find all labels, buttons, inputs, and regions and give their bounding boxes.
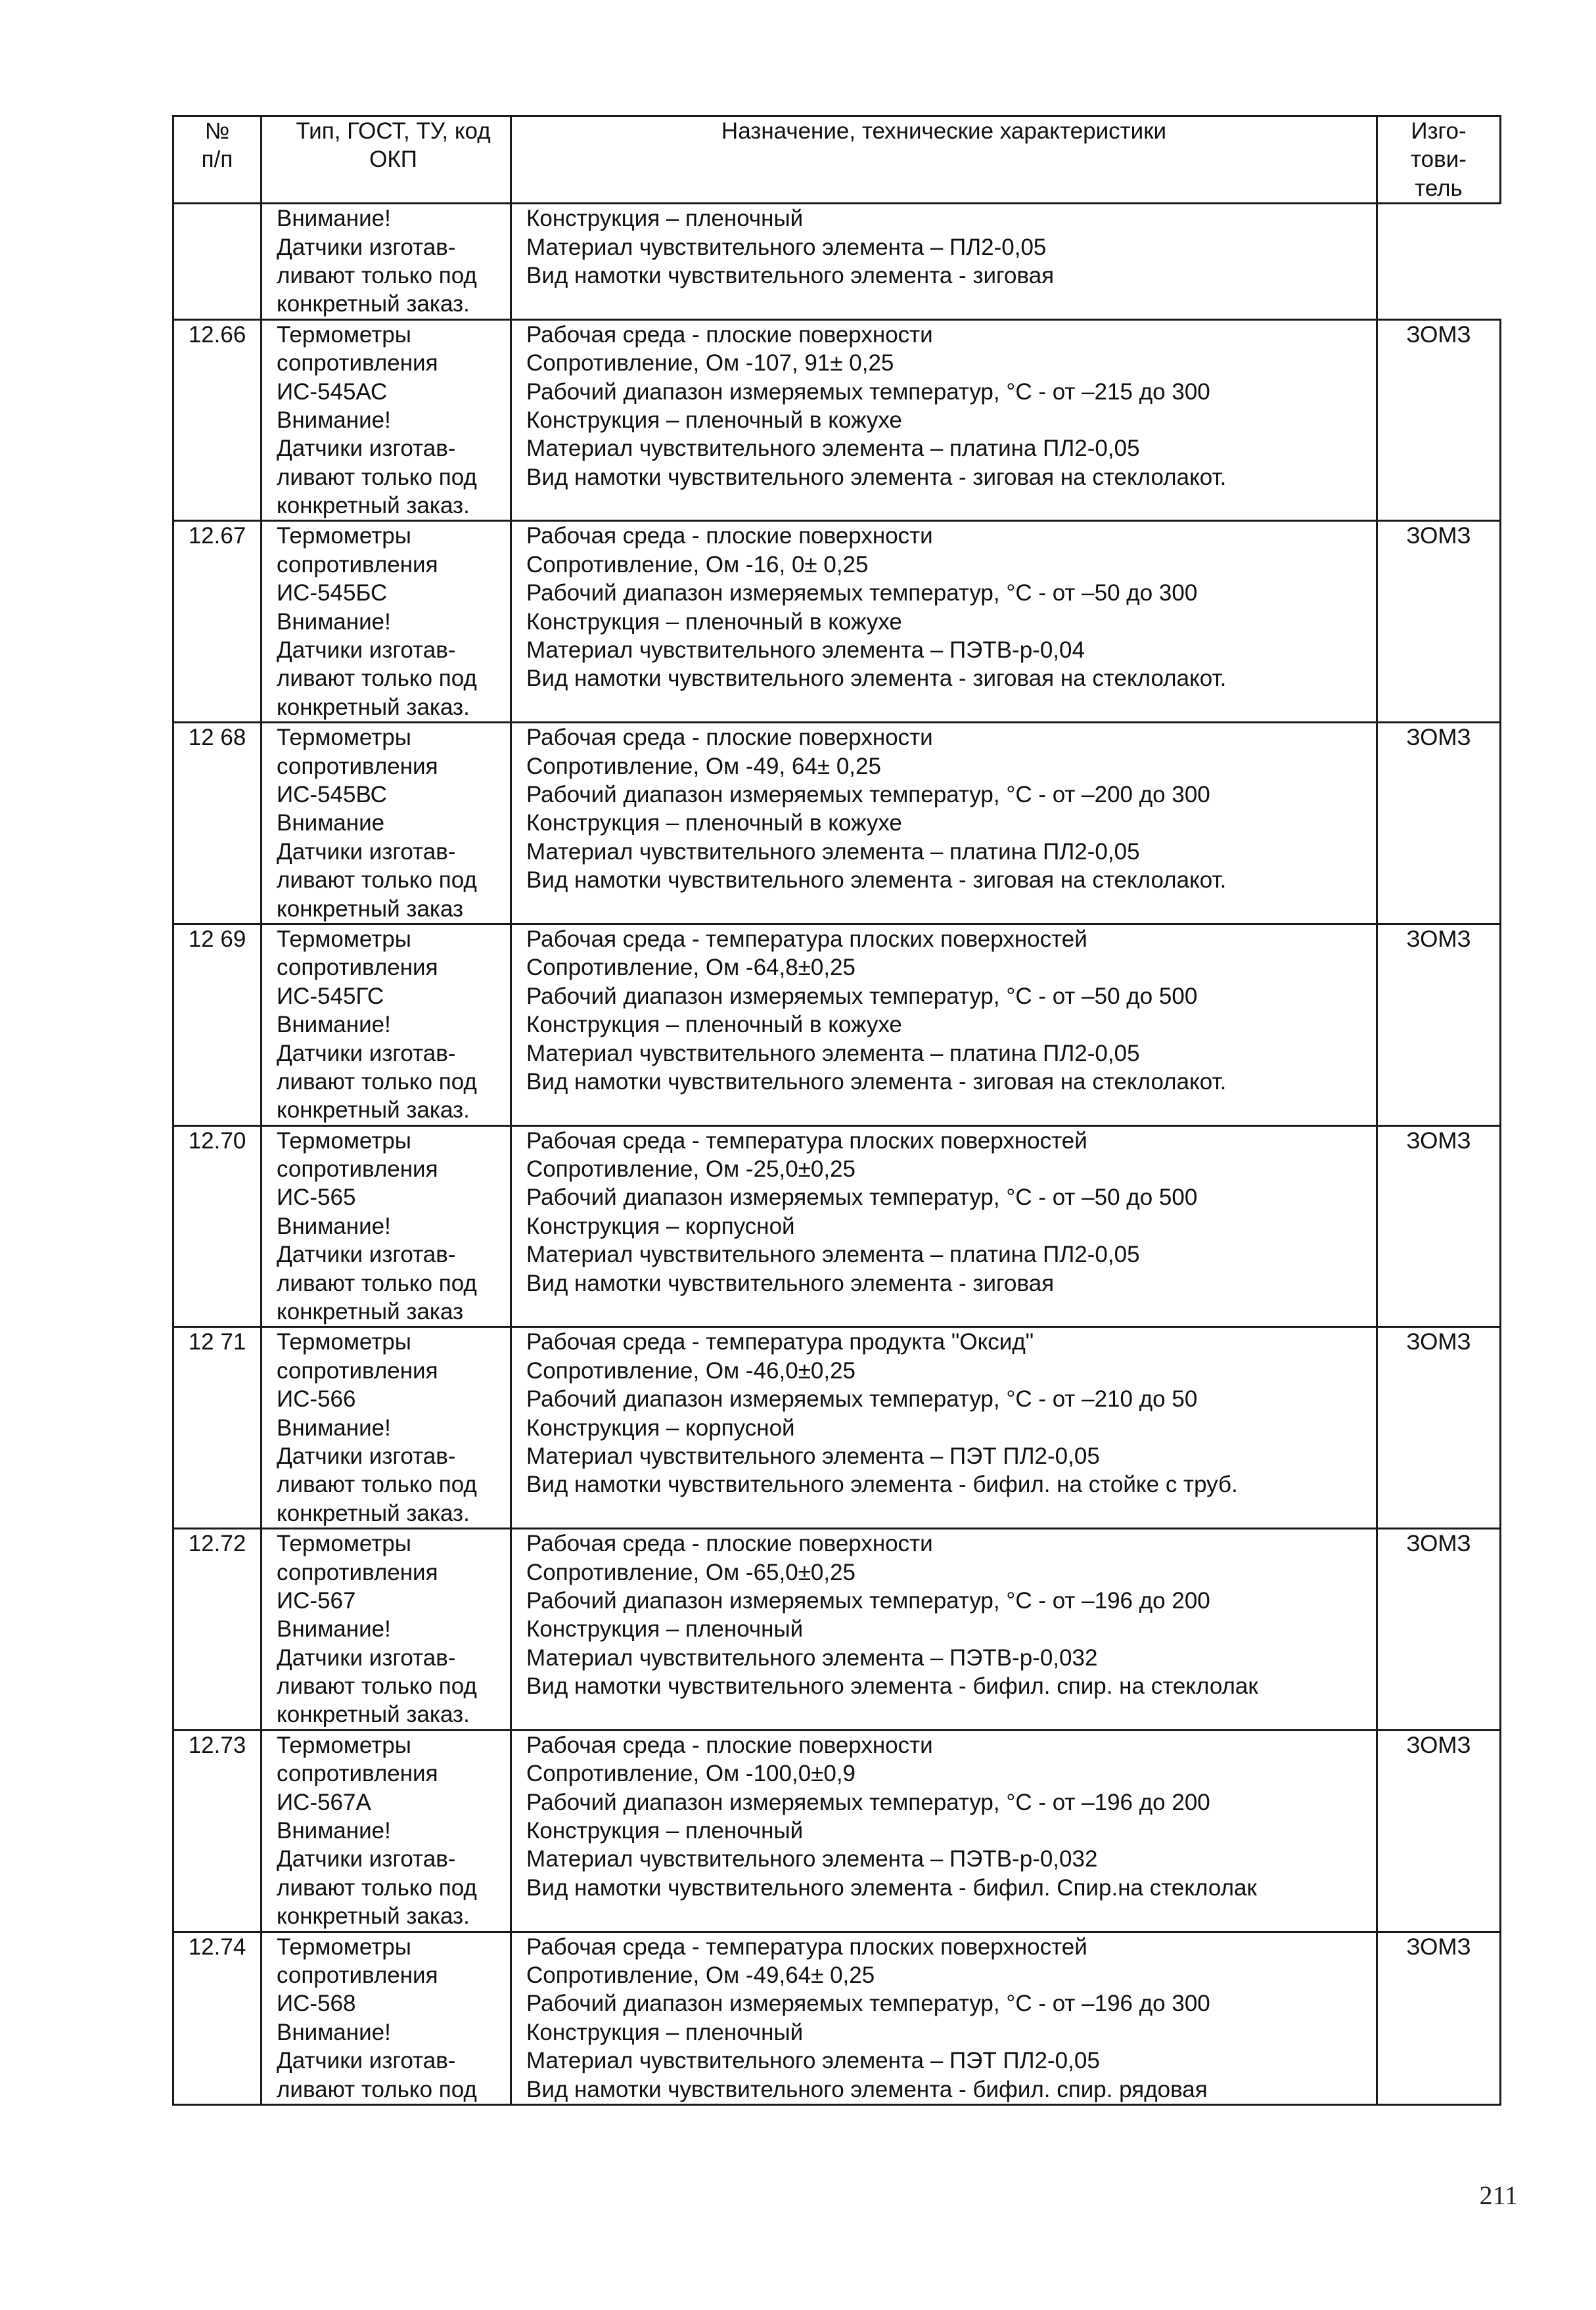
row-type-line: Внимание!: [277, 1818, 391, 1844]
row-description-line: Материал чувствительного элемента – платина ПЛ2-0,05: [526, 838, 1140, 865]
row-description-line: Конструкция – корпусной: [526, 1415, 795, 1441]
row-type-line: сопротивления: [277, 1761, 438, 1787]
row-description-line: Вид намотки чувствительного элемента - зиговая на стеклолакот.: [526, 867, 1227, 894]
row-manufacturer: [1377, 723, 1501, 924]
header-mfr-line: тови-: [1411, 147, 1467, 173]
header-mfr-line: тель: [1415, 175, 1463, 201]
row-description-line: Сопротивление, Ом -49,64± 0,25: [526, 1962, 875, 1988]
row-description-line: Сопротивление, Ом -64,8±0,25: [526, 955, 856, 981]
row-description: [511, 521, 1377, 723]
row-manufacturer: [1377, 1125, 1501, 1327]
header-row: [173, 116, 1501, 204]
continuation-type-line: конкретный заказ.: [277, 291, 470, 317]
row-description-line: Рабочая среда - плоские поверхности: [526, 1531, 933, 1557]
row-description-line: Вид намотки чувствительного элемента - зиговая на стеклолакот.: [526, 666, 1227, 692]
row-type-line: ливают только под: [277, 1472, 477, 1498]
row-type: [262, 1529, 511, 1731]
row-type-line: сопротивления: [277, 753, 438, 779]
row-description-line: Материал чувствительного элемента – платина ПЛ2-0,05: [526, 436, 1140, 462]
row-description-line: Вид намотки чувствительного элемента - бифил. на стойке с труб.: [526, 1472, 1238, 1498]
row-type-line: конкретный заказ.: [277, 1097, 470, 1123]
continuation-desc: [511, 204, 1377, 320]
row-type-line: Внимание!: [277, 1213, 391, 1239]
row-type: [262, 521, 511, 723]
row-type-line: ИС-567: [277, 1587, 356, 1614]
row-type-line: Термометры: [277, 1127, 411, 1154]
row-number-text: 12.67: [188, 523, 246, 549]
row-type-line: Внимание!: [277, 407, 391, 433]
row-description-line: Рабочий диапазон измеряемых температур, °С - от –200 до 300: [526, 781, 1210, 807]
row-description: [511, 924, 1377, 1125]
row-type-line: Внимание!: [277, 1616, 391, 1642]
row-type-line: Внимание!: [277, 2019, 391, 2045]
row-description-line: Сопротивление, Ом -107, 91± 0,25: [526, 350, 894, 376]
row-number-text: 12.72: [188, 1531, 246, 1557]
row-type-line: сопротивления: [277, 1962, 438, 1988]
row-description: [511, 1932, 1377, 2104]
row-description: [511, 1125, 1377, 1327]
row-number: [173, 1932, 262, 2104]
page-number: 211: [1479, 2181, 1518, 2210]
row-description-line: Рабочий диапазон измеряемых температур, °С - от –215 до 300: [526, 378, 1210, 405]
row-manufacturer-text: ЗОМЗ: [1406, 1329, 1471, 1355]
row-number-text: 12.70: [188, 1127, 246, 1154]
row-type-line: Датчики изготав-: [277, 637, 456, 664]
row-type-line: Термометры: [277, 1531, 411, 1557]
row-number: [173, 1125, 262, 1327]
row-manufacturer-text: ЗОМЗ: [1406, 926, 1471, 952]
row-number: [173, 1529, 262, 1731]
header-mfr-line: Изго-: [1411, 118, 1467, 144]
table-row: [173, 1125, 1501, 1327]
row-description-line: Материал чувствительного элемента – ПЭТ ПЛ2-0,05: [526, 1443, 1100, 1469]
row-description-line: Конструкция – пленочный: [526, 1616, 804, 1642]
continuation-desc-line: Материал чувствительного элемента – ПЛ2-0,05: [526, 234, 1047, 260]
table-row: [173, 1730, 1501, 1932]
row-description-line: Рабочая среда - плоские поверхности: [526, 523, 933, 549]
row-type-line: Датчики изготав-: [277, 1443, 456, 1469]
row-description-line: Сопротивление, Ом -100,0±0,9: [526, 1761, 856, 1787]
row-type-line: конкретный заказ: [277, 1299, 464, 1325]
row-description: [511, 319, 1377, 521]
row-description-line: Рабочая среда - плоские поверхности: [526, 321, 933, 348]
row-description-line: Конструкция – пленочный в кожухе: [526, 810, 902, 836]
row-number: [173, 319, 262, 521]
row-type-line: Термометры: [277, 321, 411, 348]
row-description-line: Сопротивление, Ом -65,0±0,25: [526, 1559, 856, 1585]
row-description-line: Вид намотки чувствительного элемента - бифил. спир. на стеклолак: [526, 1673, 1258, 1700]
row-manufacturer-text: ЗОМЗ: [1406, 725, 1471, 751]
row-description-line: Рабочая среда - плоские поверхности: [526, 1732, 933, 1758]
header-desc: [511, 116, 1377, 204]
row-manufacturer: [1377, 1529, 1501, 1731]
table-row: [173, 723, 1501, 924]
row-description-line: Вид намотки чувствительного элемента - зиговая на стеклолакот.: [526, 1068, 1227, 1095]
header-desc-line: Назначение, технические характеристики: [721, 118, 1167, 144]
continuation-type-line: ливают только под: [277, 262, 477, 288]
row-description-line: Вид намотки чувствительного элемента - бифил. спир. рядовая: [526, 2076, 1208, 2102]
row-manufacturer: [1377, 521, 1501, 723]
row-number: [173, 1327, 262, 1529]
header-type: [262, 116, 511, 204]
header-type-line: Тип, ГОСТ, ТУ, код: [296, 118, 491, 144]
row-description-line: Вид намотки чувствительного элемента - зиговая: [526, 1270, 1055, 1296]
row-type-line: Внимание!: [277, 608, 391, 635]
header-mfr: [1377, 116, 1501, 204]
row-type-line: сопротивления: [277, 551, 438, 578]
row-type: [262, 1125, 511, 1327]
table-row: [173, 1932, 1501, 2104]
row-type-line: конкретный заказ.: [277, 694, 470, 720]
row-type-line: конкретный заказ.: [277, 493, 470, 519]
row-number-text: 12.66: [188, 321, 246, 348]
row-description-line: Конструкция – пленочный в кожухе: [526, 1012, 902, 1038]
row-type-line: ИС-545БС: [277, 580, 388, 606]
row-manufacturer: [1377, 1327, 1501, 1529]
row-description-line: Рабочий диапазон измеряемых температур, °С - от –210 до 50: [526, 1386, 1198, 1413]
row-type-line: конкретный заказ: [277, 895, 464, 922]
row-manufacturer-text: ЗОМЗ: [1406, 1732, 1471, 1758]
continuation-desc-line: Вид намотки чувствительного элемента - зиговая: [526, 262, 1055, 288]
row-type-line: сопротивления: [277, 1357, 438, 1384]
row-description-line: Рабочий диапазон измеряемых температур, °С - от –196 до 200: [526, 1587, 1210, 1614]
row-number-text: 12 69: [188, 926, 246, 952]
row-number-text: 12.73: [188, 1732, 246, 1758]
row-number-text: 12 71: [188, 1329, 246, 1355]
row-type-line: Датчики изготав-: [277, 436, 456, 462]
row-type-line: Датчики изготав-: [277, 1040, 456, 1066]
row-manufacturer-text: ЗОМЗ: [1406, 1531, 1471, 1557]
row-type-line: ИС-566: [277, 1386, 356, 1413]
row-type-line: Термометры: [277, 1732, 411, 1758]
row-type: [262, 1327, 511, 1529]
row-type-line: сопротивления: [277, 1156, 438, 1183]
row-manufacturer: [1377, 1932, 1501, 2104]
row-description: [511, 1327, 1377, 1529]
table-row: [173, 1327, 1501, 1529]
row-type-line: ливают только под: [277, 867, 477, 894]
row-description-line: Вид намотки чувствительного элемента - зиговая на стеклолакот.: [526, 464, 1227, 490]
continuation-row: [173, 204, 1501, 320]
row-manufacturer-text: ЗОМЗ: [1406, 321, 1471, 348]
row-description-line: Сопротивление, Ом -25,0±0,25: [526, 1156, 856, 1183]
row-type-line: ИС-568: [277, 1991, 356, 2017]
row-manufacturer-text: ЗОМЗ: [1406, 523, 1471, 549]
row-type-line: Внимание: [277, 810, 385, 836]
row-type-line: ИС-545ВС: [277, 781, 387, 807]
row-type-line: сопротивления: [277, 350, 438, 376]
row-description-line: Рабочая среда - температура плоских поверхностей: [526, 1934, 1087, 1960]
row-description-line: Сопротивление, Ом -49, 64± 0,25: [526, 753, 881, 779]
row-description-line: Рабочая среда - температура продукта "Оксид": [526, 1329, 1034, 1355]
row-type-line: Термометры: [277, 523, 411, 549]
row-description-line: Материал чувствительного элемента – ПЭТВ-р-0,032: [526, 1644, 1098, 1671]
continuation-type: [262, 204, 511, 320]
row-type-line: конкретный заказ.: [277, 1500, 470, 1526]
row-number: [173, 924, 262, 1125]
row-type-line: ливают только под: [277, 464, 477, 490]
table-row: [173, 521, 1501, 723]
row-type-line: ливают только под: [277, 666, 477, 692]
row-type-line: Датчики изготав-: [277, 1242, 456, 1268]
row-manufacturer: [1377, 319, 1501, 521]
row-type-line: конкретный заказ.: [277, 1903, 470, 1930]
row-type-line: ИС-567А: [277, 1789, 371, 1815]
table-row: [173, 1529, 1501, 1731]
row-type: [262, 924, 511, 1125]
row-description-line: Рабочий диапазон измеряемых температур, °С - от –50 до 500: [526, 1185, 1198, 1211]
row-description-line: Рабочая среда - плоские поверхности: [526, 725, 933, 751]
header-type-line: ОКП: [369, 147, 417, 173]
row-type: [262, 1932, 511, 2104]
row-description-line: Рабочий диапазон измеряемых температур, °С - от –50 до 500: [526, 983, 1198, 1009]
row-number: [173, 1730, 262, 1932]
row-type-line: ИС-565: [277, 1185, 356, 1211]
row-number-text: 12.74: [188, 1934, 246, 1960]
row-description-line: Конструкция – пленочный: [526, 1818, 804, 1844]
row-manufacturer: [1377, 1730, 1501, 1932]
header-num: [173, 116, 262, 204]
row-type-line: Термометры: [277, 725, 411, 751]
row-number-text: 12 68: [188, 725, 246, 751]
row-description-line: Рабочая среда - температура плоских поверхностей: [526, 1127, 1087, 1154]
row-type: [262, 1730, 511, 1932]
row-description-line: Материал чувствительного элемента – ПЭТВ-р-0,04: [526, 637, 1085, 664]
row-type-line: ливают только под: [277, 1874, 477, 1901]
continuation-num: [173, 204, 262, 320]
row-description: [511, 1529, 1377, 1731]
row-type-line: Датчики изготав-: [277, 2048, 456, 2074]
row-description-line: Рабочий диапазон измеряемых температур, °С - от –50 до 300: [526, 580, 1198, 606]
row-description-line: Материал чувствительного элемента – платина ПЛ2-0,05: [526, 1040, 1140, 1066]
row-type-line: ливают только под: [277, 2076, 477, 2102]
row-manufacturer: [1377, 924, 1501, 1125]
row-description-line: Вид намотки чувствительного элемента - бифил. Спир.на стеклолак: [526, 1874, 1257, 1901]
continuation-desc-line: Конструкция – пленочный: [526, 206, 804, 232]
row-description-line: Сопротивление, Ом -16, 0± 0,25: [526, 551, 869, 578]
continuation-type-line: Датчики изготав-: [277, 234, 456, 260]
continuation-type-line: Внимание!: [277, 206, 391, 232]
row-type-line: Внимание!: [277, 1012, 391, 1038]
row-description-line: Конструкция – пленочный в кожухе: [526, 608, 902, 635]
row-type-line: сопротивления: [277, 1559, 438, 1585]
row-type: [262, 319, 511, 521]
row-description-line: Рабочий диапазон измеряемых температур, °С - от –196 до 200: [526, 1789, 1210, 1815]
row-description-line: Конструкция – пленочный в кожухе: [526, 407, 902, 433]
row-type-line: Датчики изготав-: [277, 838, 456, 865]
row-type-line: ИС-545АС: [277, 378, 388, 405]
table-row: [173, 319, 1501, 521]
row-manufacturer-text: ЗОМЗ: [1406, 1934, 1471, 1960]
row-description-line: Материал чувствительного элемента – платина ПЛ2-0,05: [526, 1242, 1140, 1268]
row-type-line: ливают только под: [277, 1270, 477, 1296]
row-type-line: Датчики изготав-: [277, 1846, 456, 1872]
table-row: [173, 924, 1501, 1125]
row-number: [173, 723, 262, 924]
row-type-line: Термометры: [277, 926, 411, 952]
row-type-line: Датчики изготав-: [277, 1644, 456, 1671]
row-type-line: Термометры: [277, 1934, 411, 1960]
spec-table: [172, 115, 1501, 2106]
row-description-line: Конструкция – корпусной: [526, 1213, 795, 1239]
row-type: [262, 723, 511, 924]
row-description-line: Материал чувствительного элемента – ПЭТ ПЛ2-0,05: [526, 2048, 1100, 2074]
row-description-line: Материал чувствительного элемента – ПЭТВ-р-0,032: [526, 1846, 1098, 1872]
row-description-line: Конструкция – пленочный: [526, 2019, 804, 2045]
header-num-line: №: [204, 118, 230, 144]
row-type-line: конкретный заказ.: [277, 1702, 470, 1728]
row-type-line: Термометры: [277, 1329, 411, 1355]
row-type-line: ливают только под: [277, 1673, 477, 1700]
row-type-line: ИС-545ГС: [277, 983, 384, 1009]
header-num-line: п/п: [201, 147, 233, 173]
row-description-line: Рабочая среда - температура плоских поверхностей: [526, 926, 1087, 952]
row-description-line: Рабочий диапазон измеряемых температур, °С - от –196 до 300: [526, 1991, 1210, 2017]
row-type-line: сопротивления: [277, 955, 438, 981]
row-description: [511, 723, 1377, 924]
row-number: [173, 521, 262, 723]
row-manufacturer-text: ЗОМЗ: [1406, 1127, 1471, 1154]
row-description-line: Сопротивление, Ом -46,0±0,25: [526, 1357, 856, 1384]
row-description: [511, 1730, 1377, 1932]
row-type-line: ливают только под: [277, 1068, 477, 1095]
table-body: [173, 204, 1501, 2105]
row-type-line: Внимание!: [277, 1415, 391, 1441]
